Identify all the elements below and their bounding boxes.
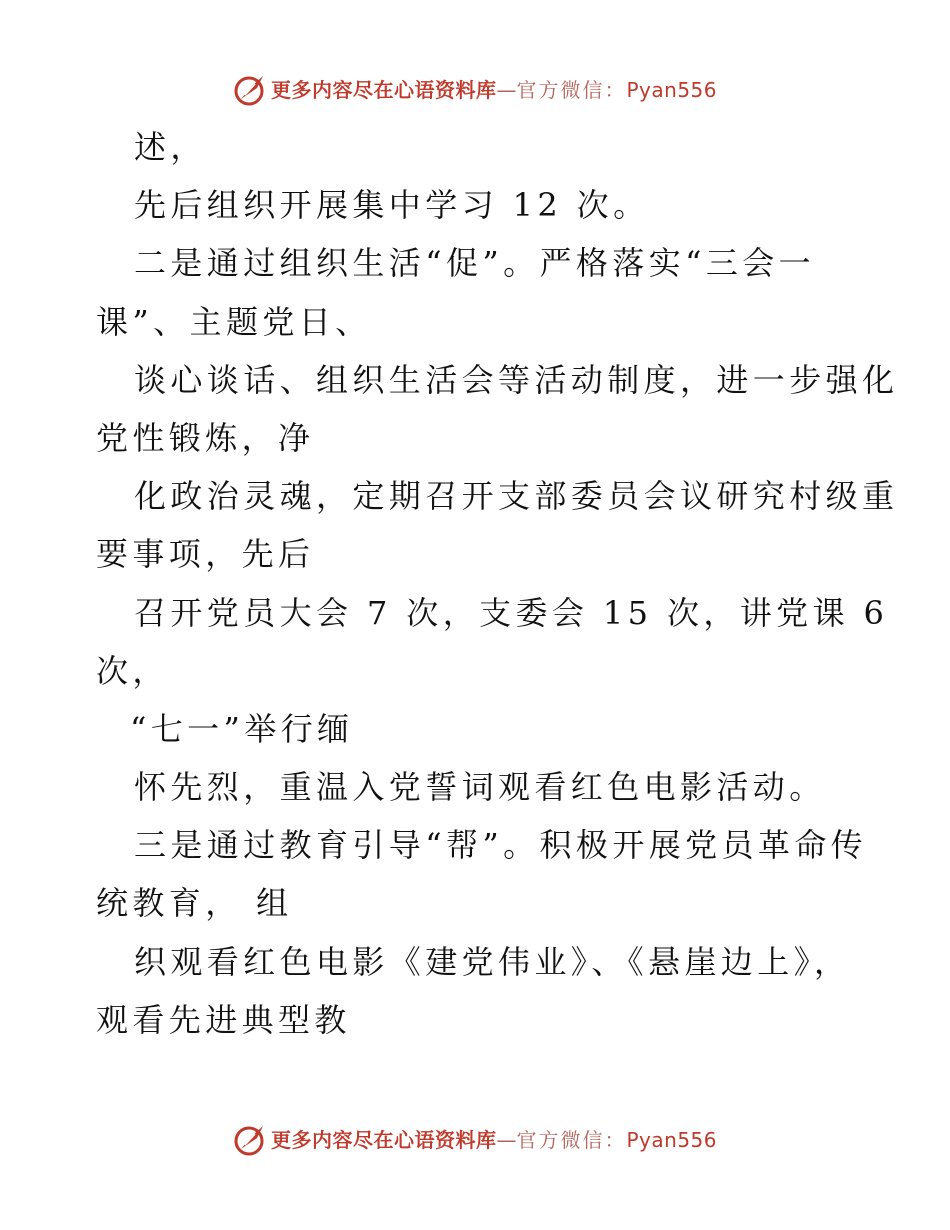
body-line: 化政治灵魂，定期召开支部委员会议研究村级重 <box>134 477 899 516</box>
quill-logo-icon <box>233 1123 267 1157</box>
body-line: 怀先烈，重温入党誓词观看红色电影活动。 <box>134 768 826 807</box>
body-line: 要事项，先后 <box>96 535 315 574</box>
body-line: 先后组织开展集中学习 12 次。 <box>134 186 650 225</box>
footer-banner-main: 更多内容尽在心语资料库 <box>270 1128 497 1152</box>
quill-logo-icon <box>233 73 267 107</box>
body-line: 召开党员大会 7 次，支委会 15 次，讲党课 6 <box>134 593 889 632</box>
header-banner-separator: — <box>496 78 517 102</box>
body-line: 党性锻炼，净 <box>96 418 315 457</box>
document-body <box>96 118 899 1049</box>
header-banner-text <box>271 80 717 100</box>
body-line: 谈心谈话、组织生活会等活动制度，进一步强化 <box>134 360 899 399</box>
footer-watermark-banner <box>0 1118 950 1162</box>
body-line: 织观看红色电影《建党伟业》、《悬崖边上》， <box>134 942 851 981</box>
body-line: 三是通过教育引导“帮”。积极开展党员革命传 <box>134 826 868 865</box>
header-banner-main: 更多内容尽在心语资料库 <box>270 78 497 102</box>
footer-banner-sub: 官方微信： <box>516 1128 627 1152</box>
body-line: 课”、主题党日、 <box>96 302 372 341</box>
body-line: 次， <box>96 651 169 690</box>
body-line: 述， <box>134 128 207 166</box>
body-line: 二是通过组织生活“促”。严格落实“三会一 <box>134 244 816 283</box>
footer-banner-handle: Pyan556 <box>626 1128 717 1152</box>
footer-banner-text <box>271 1130 717 1150</box>
body-line: 观看先进典型教 <box>96 1000 351 1039</box>
header-banner-handle: Pyan556 <box>626 78 717 102</box>
header-banner-sub: 官方微信： <box>516 78 627 102</box>
body-line: “七一”举行缅 <box>130 709 354 748</box>
body-line: 统教育， 组 <box>96 884 293 923</box>
footer-banner-separator: — <box>496 1128 517 1152</box>
header-watermark-banner <box>0 68 950 112</box>
